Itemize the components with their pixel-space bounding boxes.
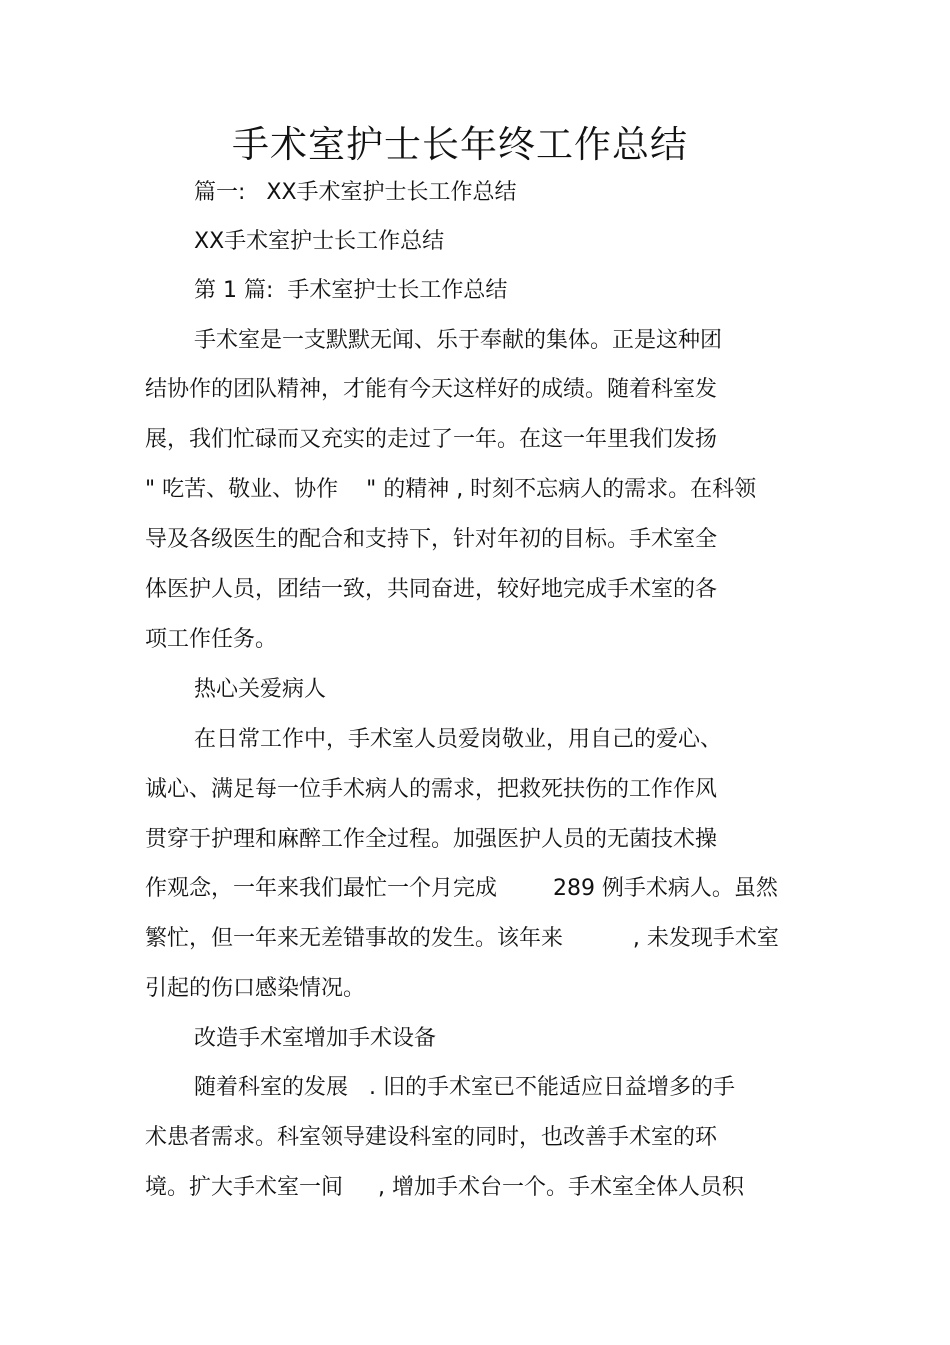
paragraph-line: 导及各级医生的配合和支持下，针对年初的目标。手术室全 [145,527,718,552]
paragraph-line: 术患者需求。科室领导建设科室的同时，也改善手术室的环 [145,1125,718,1150]
paragraph-line: 随着科室的发展 . 旧的手术室已不能适应日益增多的手 [194,1075,735,1100]
heading-part-one: 篇一: XX手术室护士长工作总结 [194,180,517,205]
chapter-heading: 第 1 篇: 手术室护士长工作总结 [194,278,508,303]
subheading: XX手术室护士长工作总结 [194,229,445,254]
paragraph-line: 展，我们忙碌而又充实的走过了一年。在这一年里我们发扬 [145,427,718,452]
paragraph-line: 繁忙，但一年来无差错事故的发生。该年来 , 未发现手术室 [145,926,779,951]
section-heading-equipment: 改造手术室增加手术设备 [194,1026,437,1051]
paragraph-line: 诚心、满足每一位手术病人的需求，把救死扶伤的工作作风 [145,777,718,802]
document-title: 手术室护士长年终工作总结 [232,123,688,166]
paragraph-line: 在日常工作中，手术室人员爱岗敬业，用自己的爱心、 [194,727,723,752]
paragraph-line: 项工作任务。 [145,627,278,652]
paragraph-line: 贯穿于护理和麻醉工作全过程。加强医护人员的无菌技术操 [145,827,718,852]
paragraph-line: 体医护人员，团结一致，共同奋进，较好地完成手术室的各 [145,577,718,602]
paragraph-line: 结协作的团队精神，才能有今天这样好的成绩。随着科室发 [145,377,718,402]
paragraph-line: 手术室是一支默默无闻、乐于奉献的集体。正是这种团 [194,328,723,353]
paragraph-line: " 吃苦、敬业、协作 " 的精神 , 时刻不忘病人的需求。在科领 [145,477,757,502]
section-heading-care: 热心关爱病人 [194,677,327,702]
paragraph-line: 作观念，一年来我们最忙一个月完成 289 例手术病人。虽然 [145,876,778,901]
paragraph-line: 引起的伤口感染情况。 [145,976,366,1001]
paragraph-line: 境。扩大手术室一间 , 增加手术台一个。手术室全体人员积 [145,1175,744,1200]
